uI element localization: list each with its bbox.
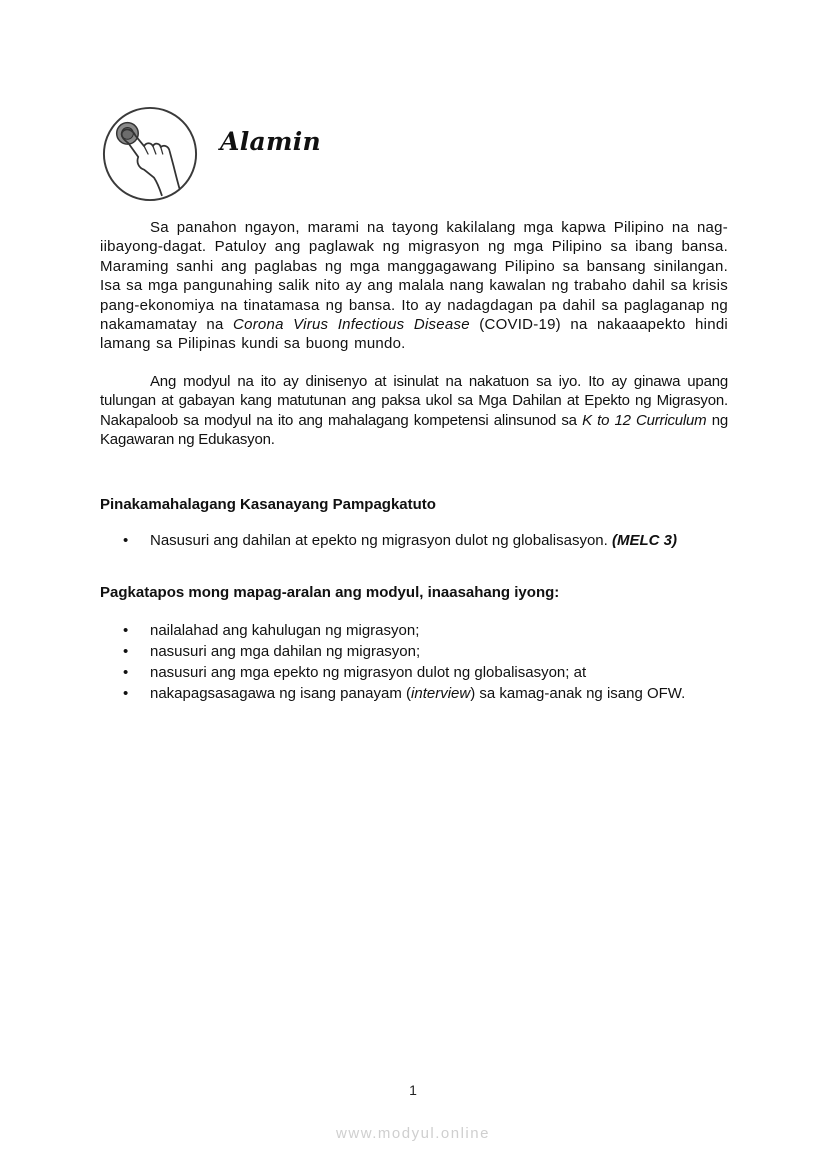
watermark: www.modyul.online xyxy=(336,1125,490,1142)
section-title: Alamin xyxy=(220,127,322,156)
bullet-icon: • xyxy=(123,532,129,549)
melc-heading: Pinakamahalagang Kasanayang Pampagkatuto xyxy=(100,496,436,513)
intro-paragraph-1 xyxy=(100,218,728,354)
objective-text-end: ) sa kamag-anak ng isang OFW. xyxy=(470,685,686,702)
list-item xyxy=(122,683,685,704)
bullet-icon: • xyxy=(123,685,129,702)
objectives-list xyxy=(122,620,685,704)
objectives-heading: Pagkatapos mong mapag-aralan ang modyul, inaasahang iyong: xyxy=(100,584,560,601)
list-item xyxy=(122,662,685,683)
bullet-icon: • xyxy=(123,643,129,660)
intro-paragraph-1-text: Sa panahon ngayon, marami na tayong kakilalang mga kapwa Pilipino na nag-iibayong-dagat. Patuloy ang paglawak ng migrasyon ng mga Pilipino sa ibang bansa. Maraming sanhi ang paglabas ng mga manggagawang Pilipino sa bansang sinilangan. Isa sa mga pangunahing salik nito ay ang malala nang kawalan ng trabaho dahil sa krisis pang-ekonomiya na tinatamasa ng bansa. Ito ay nadagdagan pa dahil sa paglaganap ng nakamamatay na xyxy=(100,219,728,334)
objective-text: nakapagsasagawa ng isang panayam ( xyxy=(150,685,412,702)
intro-paragraph-2 xyxy=(100,372,728,450)
objective-text: nailalahad ang kahulugan ng migrasyon; xyxy=(150,622,420,639)
melc-list xyxy=(122,530,677,551)
melc-item-text: Nasusuri ang dahilan at epekto ng migrasyon dulot ng globalisasyon. xyxy=(150,532,612,549)
page-number: 1 xyxy=(409,1082,417,1098)
interview-term: interview xyxy=(411,685,471,702)
objective-text: nasusuri ang mga epekto ng migrasyon dulot ng globalisasyon; at xyxy=(150,664,587,681)
hand-touch-icon xyxy=(101,105,199,203)
list-item xyxy=(122,530,677,551)
intro-paragraph-2-text-end: ng Kagawaran ng Edukasyon. xyxy=(100,411,728,449)
list-item xyxy=(122,641,685,662)
objective-text: nasusuri ang mga dahilan ng migrasyon; xyxy=(150,643,421,660)
covid-term: Corona Virus Infectious Disease xyxy=(233,316,470,334)
list-item xyxy=(122,620,685,641)
curriculum-term: K to 12 Curriculum xyxy=(582,411,707,429)
bullet-icon: • xyxy=(123,622,129,639)
melc-code: (MELC 3) xyxy=(611,532,677,549)
bullet-icon: • xyxy=(123,664,129,681)
intro-paragraph-2-text: Ang modyul na ito ay dinisenyo at isinulat na nakatuon sa iyo. Ito ay ginawa upang tulungan at gabayan kang matutunan ang paksa ukol sa Mga Dahilan at Epekto ng Migrasyon. Nakapaloob sa modyul na ito ang mahalagang kompetensi alinsunod sa xyxy=(100,373,728,429)
intro-paragraph-1-text-end: (COVID-19) na nakaaapekto hindi lamang sa Pilipinas kundi sa buong mundo. xyxy=(100,316,728,353)
